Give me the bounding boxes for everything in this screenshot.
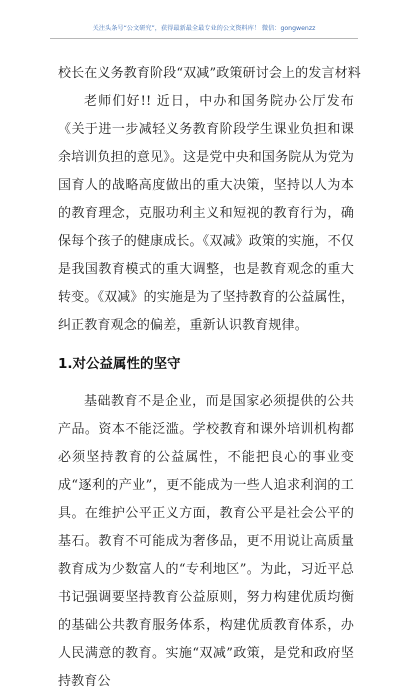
document-title: 校长在义务教育阶段“双减”政策研讨会上的发言材料 bbox=[58, 66, 361, 81]
header-banner: 关注头条号“公文研究”，获得最新最全最专业的公文资料库！ 微信：gongwenzz bbox=[50, 20, 358, 39]
intro-paragraph: 老师们好!! 近日，中办和国务院办公厅发布《关于进一步减轻义务教育阶段学生课业负担和课余培训负担的意见》。这是党中央和国务院从为党为国育人的战略高度做出的重大决策，坚持以人为本的教育理念，克服功利主义和短视的教育行为，确保每个孩子的健康成长。《双减》政策的实施，不仅是我国教育模式的重大调整，也是教育观念的重大转变。《双减》的实施是为了坚持教育的公益属性，纠正教育观念的偏差，重新认识教育规律。 bbox=[58, 94, 354, 333]
section-heading: 1.对公益属性的坚守 bbox=[58, 356, 181, 372]
section-paragraph: 基础教育不是企业，而是国家必须提供的公共产品。资本不能泛滥。学校教育和课外培训机构都必须坚持教育的公益属性，不能把良心的事业变成“逐利的产业”，更不能成为一些人追求利润的工具。在维护公平正义方面，教育公平是社会公平的基石。教育不可能成为奢侈品，更不用说让高质量教育成为少数富人的“专利地区”。为此，习近平总书记强调要坚持教育公益原则，努力构建优质均衡的基础公共教育服务体系，构建优质教育体系，办人民满意的教育。实施“双减”政策，是党和政府坚持教育公 bbox=[58, 394, 354, 689]
header-banner-area bbox=[0, 20, 408, 40]
document-body bbox=[58, 60, 361, 696]
